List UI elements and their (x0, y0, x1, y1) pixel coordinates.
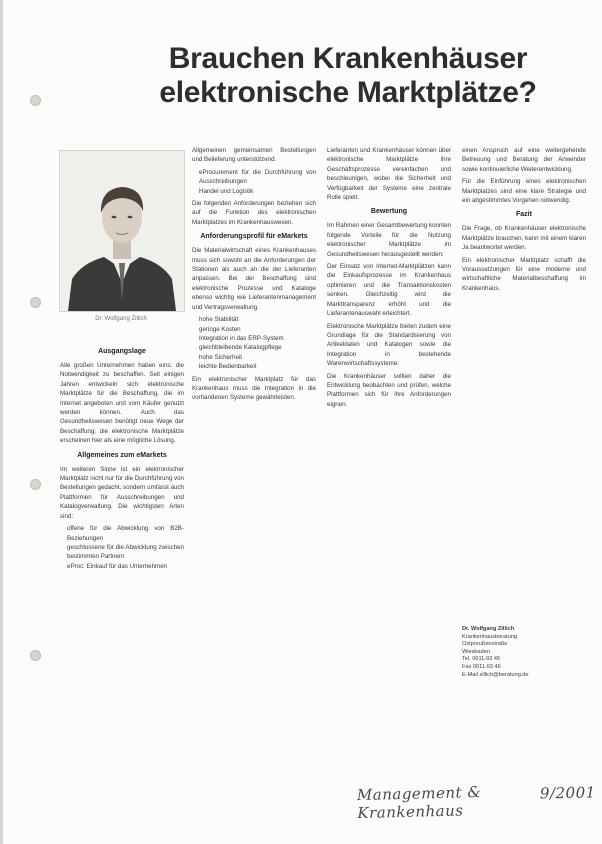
article-title-line1: Brauchen Krankenhäuser (168, 42, 528, 75)
portrait-illustration (60, 151, 184, 311)
list-item: • Handel und Logistik (199, 187, 316, 196)
col4-paragraph-3: Die Frage, ob Krankenhäuser elektronische Marktplätze brauchen, kann mit einem klaren Ja beantwortet werden. (462, 225, 586, 252)
heading-allgemeines: Allgemeines zum eMarkets (77, 451, 167, 459)
list-item: • offene für die Abwicklung von B2B-Beziehungen (67, 524, 184, 543)
list-item: • Integration in das ERP-System (199, 334, 316, 343)
page-edge (0, 0, 3, 844)
contact-line: Tel. 0611-93 45 (462, 656, 501, 663)
col2-paragraph-4: Ein elektronischer Marktplatz für das Krankenhaus muss die Integration in die vorhandenen Systeme gewährleisten. (192, 375, 316, 402)
col2-paragraph-1: Allgemeinen gemeinsamen Bestellungen und Belieferung unterstützend. (192, 147, 316, 164)
col4-paragraph-1: einen Anspruch auf eine weitergehende Betreuung und Beratung der Anwender sowie kontinuierliche Weiterentwicklung. (462, 147, 586, 173)
list-item: • geringe Kosten (199, 325, 316, 334)
col3-paragraph-3: Der Einsatz von Internet-Marktplätzen kann die Einkaufsprozesse im Krankenhaus optimieren und die Transaktionskosten senken. Gleichzeitig wird die Markttransparenz erhöht und die Lieferantenauswahl erleichtert. (327, 263, 451, 318)
list-item: • geschlossene für die Abwicklung zwischen bestimmten Partnern (67, 543, 184, 562)
heading-anforderungsprofil: Anforderungsprofil für eMarkets (200, 233, 308, 241)
col3-paragraph-1: Lieferanten und Krankenhäuser können über elektronische Marktplätze ihre Geschäftsprozesse vereinfachen und beschleunigen, wobei die Sicherheit und Verfügbarkeit der Systeme eine zentrale Rolle spielt. (327, 147, 451, 202)
heading-bewertung: Bewertung (370, 208, 408, 216)
article-title-line2: elektronische Marktplätze? (159, 76, 537, 109)
column-3 (327, 146, 451, 706)
col1-paragraph-2: Im weiteren Sinne ist ein elektronischer Marktplatz nicht nur für die Durchführung von Bestellungen gedacht, sondern umfasst auch Plattformen für Ausschreibungen und Katalogverwaltung. Die wichtigsten Arten sind: (60, 465, 184, 520)
list-item: • eProcurement für die Durchführung von Ausschreibungen (199, 168, 316, 187)
col1-bullet-list (60, 524, 184, 571)
col1-paragraph-1: Alle großen Unternehmen haben eins: die Notwendigkeit zu beschaffen. Seit einigen Jahren entwickeln sich elektronische Marktplätze für die Beschaffung, die im Internet angeboten und vom Käufer genutzt werden können. Auch das Gesundheitswesen benötigt neue Wege der Beschaffung; die elektronische Marktplätze erscheinen hier als eine mögliche Lösung. (60, 362, 184, 445)
contact-line: Ostpreußenstraße (462, 641, 508, 648)
list-item: • hohe Stabilität (199, 315, 316, 324)
handwritten-date: 9/2001 (539, 783, 596, 803)
contact-line: E-Mail zillich@beratung.de (462, 671, 529, 678)
contact-line: Dr. Wolfgang Zillich (462, 626, 515, 632)
col2-paragraph-2: Die folgenden Anforderungen beziehen sich auf die Funktion des elektronischen Marktplatzes im Krankenhauswesen. (192, 200, 316, 226)
contact-line: Fax 0611-93 46 (462, 663, 501, 670)
list-item: • hohe Sicherheit (199, 353, 316, 362)
column-2 (192, 146, 316, 811)
punch-hole-lower (30, 650, 41, 661)
contact-line: Krankenhausberatung (462, 633, 518, 640)
article-title (128, 42, 568, 110)
col2-bullet-list-1 (192, 168, 316, 196)
contact-line: Wiesbaden (462, 648, 490, 655)
col3-paragraph-5: Die Krankenhäuser sollten daher die Entwicklung beobachten und prüfen, welche Plattformen sich für ihre Anforderungen eignen. (327, 372, 451, 408)
list-item: • eProc: Einkauf für das Unternehmen (67, 562, 184, 571)
punch-hole-upper (30, 297, 41, 308)
handwritten-source: Management & Krankenhaus (356, 782, 482, 823)
column-4 (462, 146, 586, 616)
punch-hole-top (30, 95, 41, 106)
col4-paragraph-4: Ein elektronischer Marktplatz schafft die Voraussetzungen für eine moderne und wirtschaftliche Materialbeschaffung im Krankenhaus. (462, 256, 586, 292)
col2-paragraph-3: Die Materialwirtschaft eines Krankenhauses muss sich sowohl an die Anforderungen der Stationen als auch an die der Lieferanten anpassen. Bei der Beschaffung sind elektronische Prozesse und Kataloge ebenso wichtig wie Lieferantenmanagement und Vertragsverwaltung. (192, 247, 316, 311)
column-1 (60, 342, 184, 812)
author-contact-block (462, 626, 586, 696)
col3-paragraph-4: Elektronische Marktplätze bieten zudem eine Grundlage für die Standardisierung von Artikeldaten und Katalogen sowie die Integration in bestehende Warenwirtschaftssysteme. (327, 322, 451, 368)
list-item: • leichte Bedienbarkeit (199, 362, 316, 371)
author-photo (59, 150, 185, 312)
photo-caption: Dr. Wolfgang Zillich (95, 316, 147, 322)
punch-hole-middle (30, 479, 41, 490)
list-item: • gleichbleibende Katalogpflege (199, 343, 316, 352)
col2-bullet-list-2 (192, 315, 316, 371)
heading-ausgangslage: Ausgangslage (98, 348, 146, 355)
col4-paragraph-2: Für die Einführung eines elektronischen Marktplatzes sind eine klare Strategie und ein abgestimmtes Vorgehen notwendig. (462, 178, 586, 205)
col3-paragraph-2: Im Rahmen einer Gesamtbewertung konnten folgende Vorteile für die Nutzung elektronischer Marktplätze im Gesundheitswesen herausgestellt werden: (327, 222, 451, 258)
heading-fazit: Fazit (516, 211, 532, 219)
